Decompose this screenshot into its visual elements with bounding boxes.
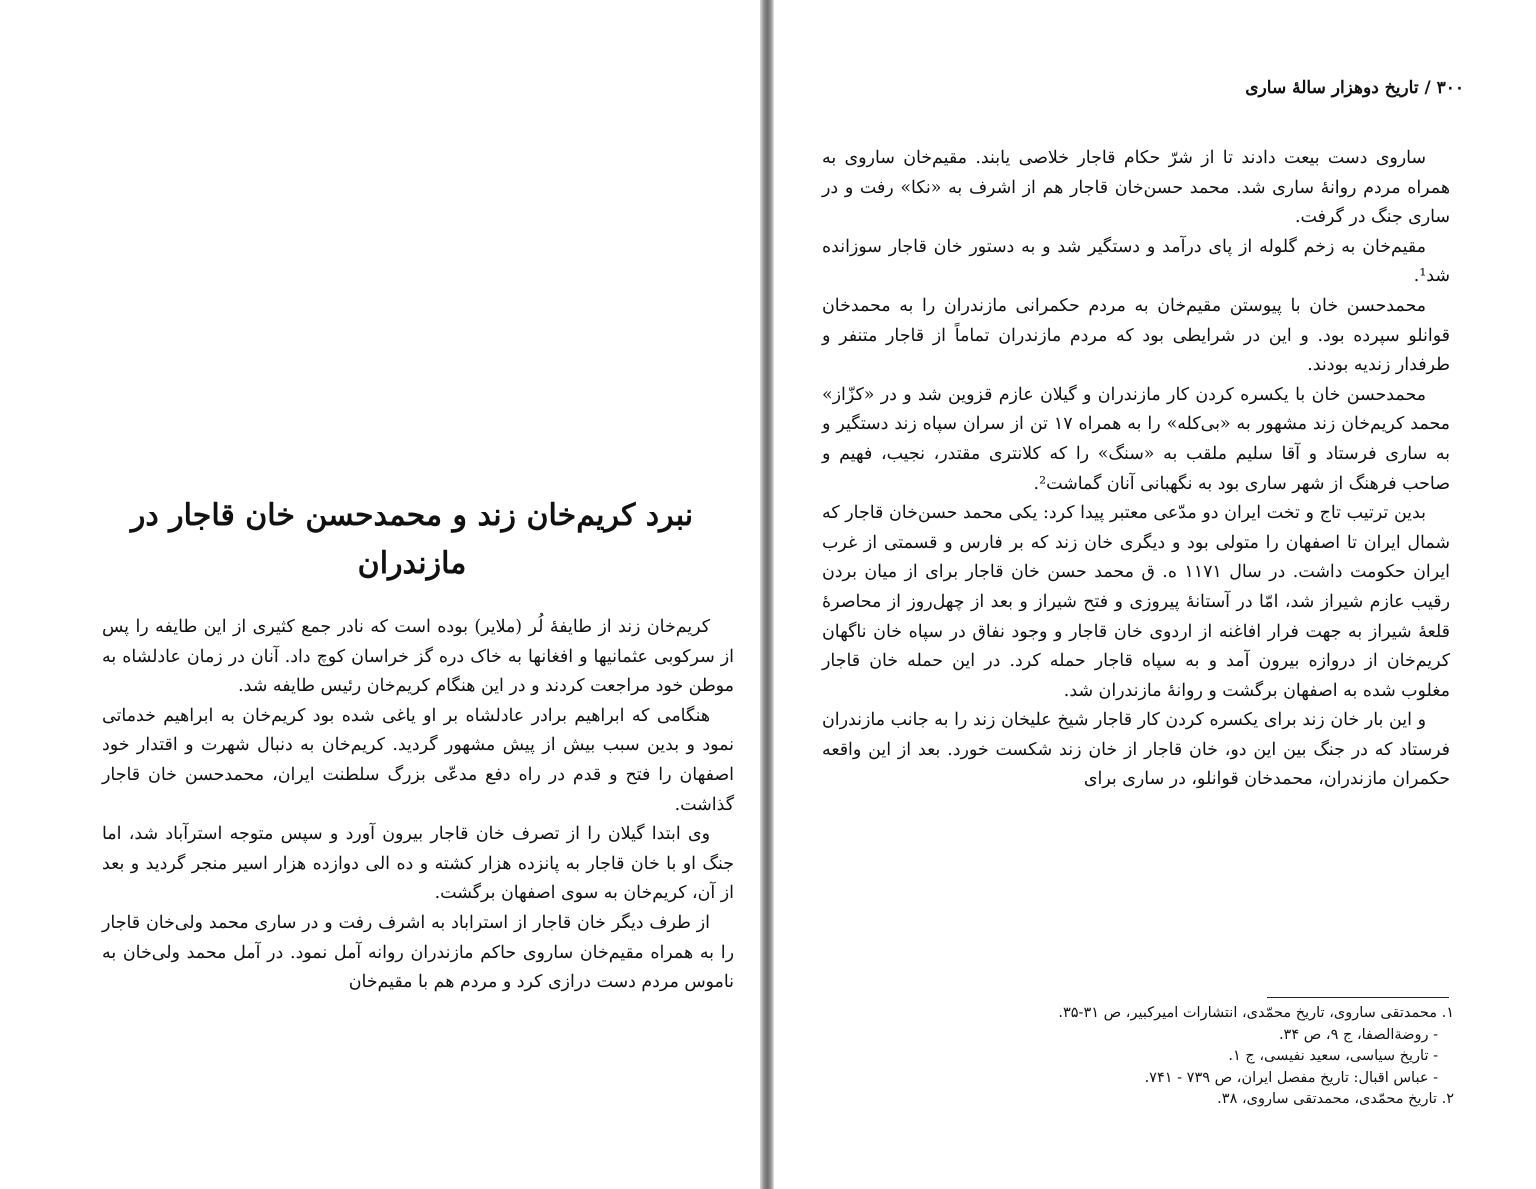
- footnote-1-ref-4: - عباس اقبال: تاریخ مفصل ایران، ص ۷۳۹ - ۷۴۱.: [1144, 1069, 1438, 1086]
- left-paragraph-1: کریم‌خان زند از طایفهٔ لُر (ملایر) بوده است که نادر جمع کثیری از این طایفه را پس از سرکوبی عثمانیها و افغانها به خاک دره گز خراسان کوچ داد. آنان در زمان عادلشاه به موطن خود مراجعت کردند و در این هنگام کریم‌خان رئیس طایفه شد.: [102, 617, 734, 697]
- footnote-1-ref-3: - تاریخ سیاسی، سعید نفیسی، ج ۱.: [1228, 1048, 1438, 1065]
- right-body-text: [822, 144, 1450, 795]
- right-paragraph-5: بدین ترتیب تاج و تخت ایران دو مدّعی معتبر پیدا کرد: یکی محمد حسن‌خان قاجار که شمال ایران تا اصفهان را متولی بود و دیگری خان زند که بر فارس و قسمتی از غرب ایران حکومت داشت. در سال ۱۱۷۱ ه. ق محمد حسن خان قاجار برای از میان بردن رقیب عازم شیراز شد، امّا در آستانهٔ پیروزی و فتح شیراز و بعد از چهل‌روز از محاصرهٔ قلعهٔ شیراز به جهت فرار افاغنه از اردوی خان قاجار و وجود نفاق در سپاه خان ناگهان کریم‌خان از دروازه بیرون آمد و به سپاه قاجار حمله کرد. در این حمله خان قاجار مغلوب شده به اصفهان برگشت و روانهٔ مازندران شد.: [822, 503, 1450, 701]
- footnotes: [814, 1003, 1454, 1111]
- running-head: ۳۰۰ / تاریخ دوهزار سالهٔ ساری: [1245, 78, 1464, 98]
- right-paragraph-4: محمدحسن خان با یکسره کردن کار مازندران و گیلان عازم قزوین شد و در «کزّاز» محمد کریم‌خان زند مشهور به «بی‌کله» را به همراه ۱۷ تن از سران سپاه زند دستگیر و به ساری فرستاد و آقا سلیم ملقب به «سنگ» را که کلانتری مقتدر، نجیب، فهیم و صاحب فرهنگ از شهر ساری بود به نگهبانی آنان گماشت².: [822, 384, 1451, 494]
- left-page: [0, 0, 760, 1189]
- right-page: [774, 0, 1536, 1189]
- left-paragraph-3: وی ابتدا گیلان را از تصرف خان قاجار بیرون آورد و سپس متوجه استرآباد شد، اما جنگ او با خان قاجار به پانزده هزار کشته و ده الی دوازده هزار اسیر منجر گردید و بعد از آن، کریم‌خان به سوی اصفهان برگشت.: [102, 824, 734, 904]
- section-title: نبرد کریم‌خان زند و محمدحسن خان قاجار در مازندران: [130, 498, 694, 581]
- footnote-2: ۲. تاریخ محمّدی، محمدتقی ساروی، ۳۸.: [1217, 1091, 1454, 1108]
- left-body-text: [102, 613, 734, 998]
- footnote-1: ۱. محمدتقی ساروی، تاریخ محمّدی، انتشارات امیرکبیر، ص ۳۱-۳۵.: [1058, 1005, 1454, 1021]
- left-paragraph-4: از طرف دیگر خان قاجار از استراباد به اشرف رفت و در ساری محمد ولی‌خان قاجار را به همراه مقیم‌خان ساروی حاکم مازندران روانه آمل نمود. در آمل محمد ولی‌خان به ناموس مردم دست درازی کرد و مردم هم با مقیم‌خان: [102, 912, 734, 993]
- right-paragraph-6: و این بار خان زند برای یکسره کردن کار قاجار شیخ علیخان زند را به جانب مازندران فرستاد که در جنگ بین این دو، خان قاجار از خان زند شکست خورد. بعد از این واقعه حکمران مازندران، محمدخان قوانلو، در ساری برای: [822, 710, 1450, 790]
- right-paragraph-3: محمدحسن خان با پیوستن مقیم‌خان به مردم حکمرانی مازندران را به محمدخان قوانلو سپرده بود. و این در شرایطی بود که مردم مازندران تماماً از قاجار متنفر و طرفدار زندیه بودند.: [822, 295, 1450, 376]
- right-paragraph-2: مقیم‌خان به زخم گلوله از پای درآمد و دستگیر شد و به دستور خان قاجار سوزانده شد¹.: [822, 236, 1450, 287]
- left-paragraph-2: هنگامی که ابراهیم برادر عادلشاه بر او یاغی شده بود کریم‌خان به ابراهیم خدماتی نمود و بدین سبب بیش از پیش مشهور گردید. کریم‌خان به دنبال شهرت و اقتدار خود اصفهان را فتح و قدم در راه دفع مدعّی بزرگ سلطنت ایران، محمدحسن خان قاجار گذاشت.: [102, 705, 734, 815]
- book-gutter: [760, 0, 774, 1189]
- right-paragraph-1: ساروی دست بیعت دادند تا از شرّ حکام قاجار خلاصی یابند. مقیم‌خان ساروی به همراه مردم روانهٔ ساری شد. محمد حسن‌خان قاجار هم از اشرف به «نکا» رفت و در ساری جنگ در گرفت.: [822, 148, 1450, 228]
- footnote-rule: [1267, 997, 1449, 998]
- footnote-1-ref-2: - روضةالصفا، ج ۹، ص ۳۴.: [1278, 1026, 1438, 1043]
